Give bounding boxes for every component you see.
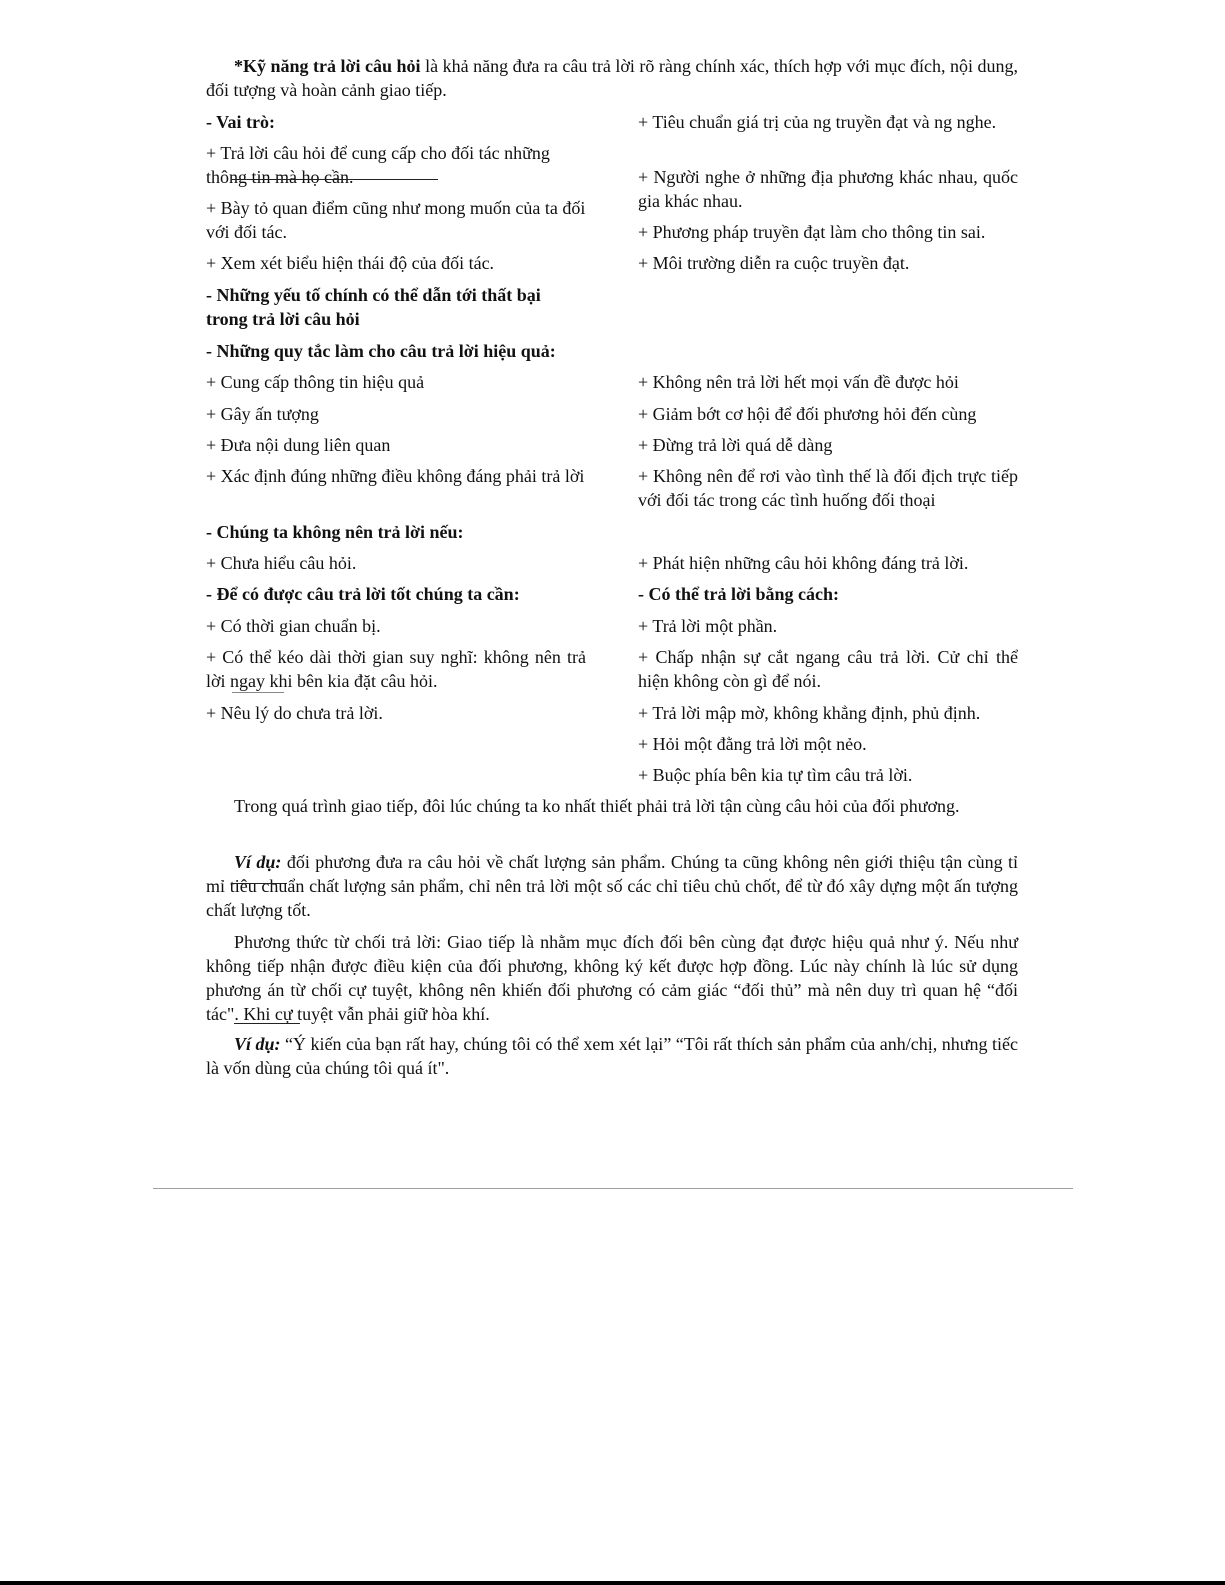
paragraph-4-text: “Ý kiến của bạn rất hay, chúng tôi có thể xem xét lại” “Tôi rất thích sản phẩm của anh/chị, nhưng tiếc là vốn dùng của chúng tôi quá ít". <box>206 1034 1019 1078</box>
quy-tac-item-1: + Cung cấp thông tin hiệu quả <box>206 372 425 392</box>
yeu-to-item-3: + Phương pháp truyền đạt làm cho thông tin sai. <box>638 222 986 242</box>
quy-tac-item-8: + Không nên để rơi vào tình thế là đối địch trực tiếp với đối tác trong các tình huống đối thoại <box>638 466 1018 510</box>
paragraph-3: Phương thức từ chối trả lời: Giao tiếp là nhằm mục đích đối bên cùng đạt được hiệu quả như ý. Nếu như không tiếp nhận được điều kiện của đối phương, không ký kết được hợp đồng. Lúc này chính là lúc sử dụng phương án từ chối cự tuyệt, không nên khiến đối phương có cảm giác “đối thủ” mà nên duy trì quan hệ “đối tác". Khi cự tuyệt vẫn phải giữ hòa khí. <box>206 932 1018 1024</box>
intro-text: là khả năng đưa ra câu trả lời rõ ràng chính xác, thích hợp với mục đích, nội dung, đối tượng và hoàn cảnh giao tiếp. <box>206 56 1018 100</box>
paragraph-1: Trong quá trình giao tiếp, đôi lúc chúng ta ko nhất thiết phải trả lời tận cùng câu hỏi của đối phương. <box>234 796 960 816</box>
co-the-item-5: + Buộc phía bên kia tự tìm câu trả lời. <box>638 765 913 785</box>
co-the-item-4: + Hỏi một đằng trả lời một nẻo. <box>638 734 867 754</box>
vai-tro-item-1: + Trả lời câu hỏi để cung cấp cho đối tác những thông tin mà họ cần. <box>206 143 550 187</box>
bottom-border <box>0 1581 1225 1585</box>
khong-nen-item-2: + Phát hiện những câu hỏi không đáng trả lời. <box>638 553 969 573</box>
quy-tac-item-3: + Đưa nội dung liên quan <box>206 435 391 455</box>
yeu-to-item-1: + Tiêu chuẩn giá trị của ng truyền đạt và ng nghe. <box>638 112 997 132</box>
page-divider <box>153 1188 1073 1189</box>
co-the-item-2: + Chấp nhận sự cắt ngang câu trả lời. Cử chỉ thể hiện không còn gì để nói. <box>638 647 1018 691</box>
de-co-item-3: + Nêu lý do chưa trả lời. <box>206 703 383 723</box>
de-co-item-1: + Có thời gian chuẩn bị. <box>206 616 381 636</box>
quy-tac-item-5: + Không nên trả lời hết mọi vấn đề được hỏi <box>638 372 959 392</box>
co-the-heading: - Có thể trả lời bằng cách: <box>638 584 839 604</box>
vai-tro-item-2: + Bày tỏ quan điểm cũng như mong muốn của ta đối với đối tác. <box>206 198 586 242</box>
paragraph-2 <box>206 850 1018 922</box>
co-the-item-1: + Trả lời một phần. <box>638 616 778 636</box>
vai-tro-item-3: + Xem xét biểu hiện thái độ của đối tác. <box>206 253 495 273</box>
quy-tac-item-2: + Gây ấn tượng <box>206 404 319 424</box>
de-co-heading: - Để có được câu trả lời tốt chúng ta cần: <box>206 584 520 604</box>
yeu-to-heading: - Những yếu tố chính có thể dẫn tới thất bại trong trả lời câu hỏi <box>206 285 541 329</box>
example-label: Ví dụ: <box>234 852 282 872</box>
yeu-to-item-2: + Người nghe ở những địa phương khác nhau, quốc gia khác nhau. <box>638 167 1018 211</box>
strike-mark <box>232 179 438 180</box>
de-co-item-2: + Có thể kéo dài thời gian suy nghĩ: không nên trả lời ngay khi bên kia đặt câu hỏi. <box>206 647 586 691</box>
co-the-item-3: + Trả lời mập mờ, không khẳng định, phủ định. <box>638 703 981 723</box>
khong-nen-heading: - Chúng ta không nên trả lời nếu: <box>206 522 464 542</box>
quy-tac-item-6: + Giảm bớt cơ hội để đối phương hỏi đến cùng <box>638 404 977 424</box>
underline-mark <box>232 692 284 693</box>
strike-mark <box>232 883 287 884</box>
paragraph-4 <box>206 1032 1018 1080</box>
vai-tro-heading: - Vai trò: <box>206 112 275 132</box>
khong-nen-item-1: + Chưa hiểu câu hỏi. <box>206 553 357 573</box>
yeu-to-item-4: + Môi trường diễn ra cuộc truyền đạt. <box>638 253 910 273</box>
strike-mark <box>234 1023 300 1024</box>
intro-paragraph <box>206 54 1018 102</box>
intro-term: *Kỹ năng trả lời câu hỏi <box>234 56 421 76</box>
example-label: Ví dụ: <box>234 1034 281 1054</box>
quy-tac-heading: - Những quy tắc làm cho câu trả lời hiệu quả: <box>206 341 556 361</box>
quy-tac-item-4: + Xác định đúng những điều không đáng phải trả lời <box>206 466 585 486</box>
paragraph-2-text: đối phương đưa ra câu hỏi về chất lượng sản phẩm. Chúng ta cũng không nên giới thiệu tận cùng tỉ mỉ tiêu chuẩn chất lượng sản phẩm, chỉ nên trả lời một số các chỉ tiêu chủ chốt, để từ đó xây dựng một ấn tượng chất lượng tốt. <box>206 852 1018 920</box>
quy-tac-item-7: + Đừng trả lời quá dễ dàng <box>638 435 833 455</box>
